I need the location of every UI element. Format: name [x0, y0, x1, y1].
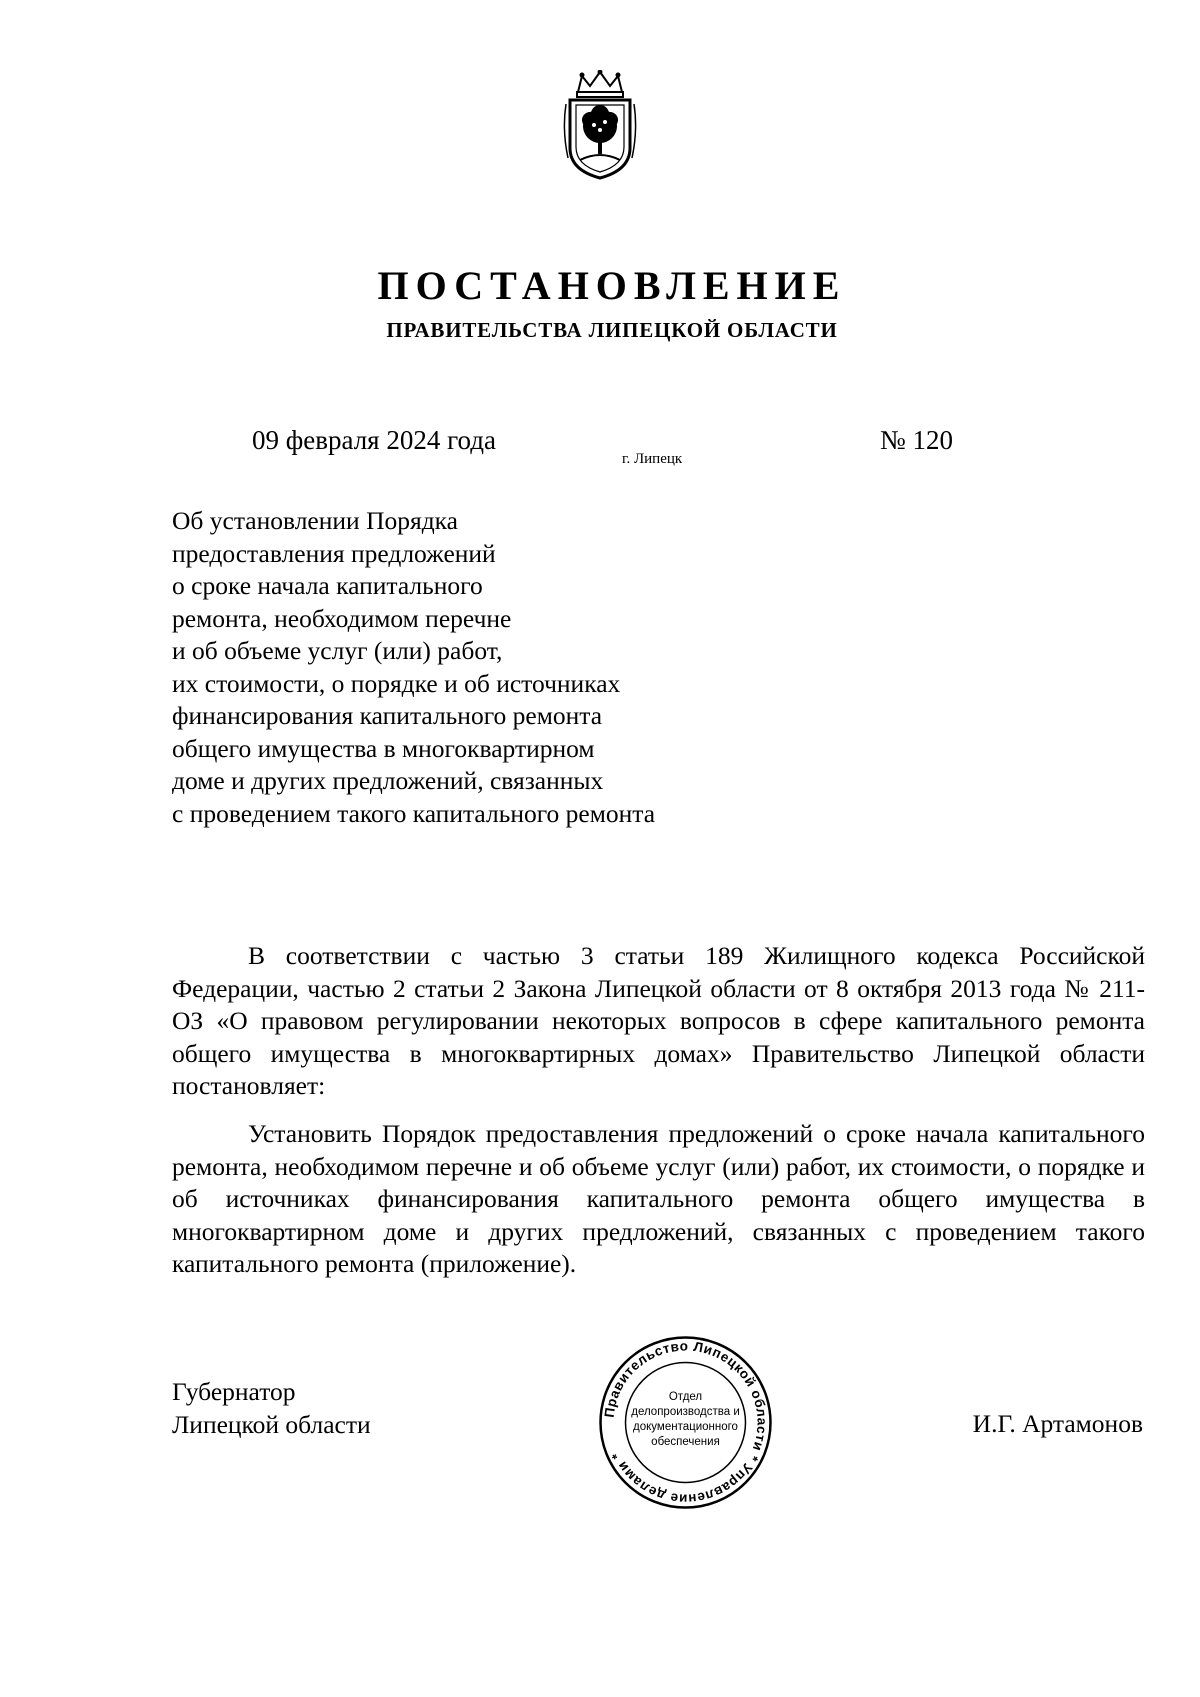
document-subject [172, 505, 655, 830]
position-line: Губернатор [172, 1377, 296, 1406]
body-paragraph-2 [172, 1118, 1145, 1281]
document-title: ПОСТАНОВЛЕНИЕ [377, 263, 847, 308]
subject-line: о сроке начала капитального [172, 571, 483, 600]
stamp-inner-line: Отдел [668, 1391, 703, 1403]
stamp-inner-line: документационного [633, 1421, 738, 1433]
stamp-inner-line: обеспечения [651, 1436, 720, 1448]
paragraph-text: Установить Порядок предоставления предложений о сроке начала капитального ремонта, необходимом перечне и об объеме услуг (или) работ, их стоимости, о порядке и об источниках финансирования капитального ремонта общего имущества в многоквартирном доме и других предложений, связанных с проведением такого капитального ремонта (приложение). [172, 1119, 1145, 1278]
subject-line: их стоимости, о порядке и об источниках [172, 668, 621, 698]
official-stamp-icon [598, 1335, 773, 1510]
subject-line: ремонта, необходимом перечне [172, 603, 512, 633]
document-city: г. Липецк [622, 451, 683, 467]
document-date: 09 февраля 2024 года [252, 425, 496, 455]
stamp-inner-line: делопроизводства и [631, 1406, 740, 1418]
signatory-name: И.Г. Артамонов [972, 1409, 1143, 1438]
subject-line: финансирования капитального ремонта [172, 701, 603, 730]
subject-line: Об установлении Порядка [172, 506, 459, 535]
subject-line: доме и других предложений, связанных [172, 766, 604, 795]
paragraph-text: В соответствии с частью 3 статьи 189 Жилищного кодекса Российской Федерации, частью 2 статьи 2 Закона Липецкой области от 8 октября 2013 года № 211-ОЗ «О правовом регулировании некоторых вопросов в сфере капитального ремонта общего имущества в многоквартирных домах» Правительство Липецкой области постановляет: [172, 941, 1145, 1100]
document-number: № 120 [880, 425, 954, 455]
body-paragraph-1 [172, 940, 1145, 1103]
stamp-outer-text: Правительство Липецкой области * Управление делами * [601, 1338, 770, 1507]
subject-line: предоставления предложений [172, 538, 496, 568]
subject-line: общего имущества в многоквартирном [172, 733, 595, 763]
signatory-position [172, 1375, 371, 1441]
document-subtitle: ПРАВИТЕЛЬСТВА ЛИПЕЦКОЙ ОБЛАСТИ [386, 318, 838, 342]
position-line: Липецкой области [172, 1410, 371, 1439]
subject-line: и об объеме услуг (или) работ, [172, 636, 503, 665]
subject-line: с проведением такого капитального ремонта [172, 798, 656, 828]
coat-of-arms-icon [560, 70, 640, 180]
